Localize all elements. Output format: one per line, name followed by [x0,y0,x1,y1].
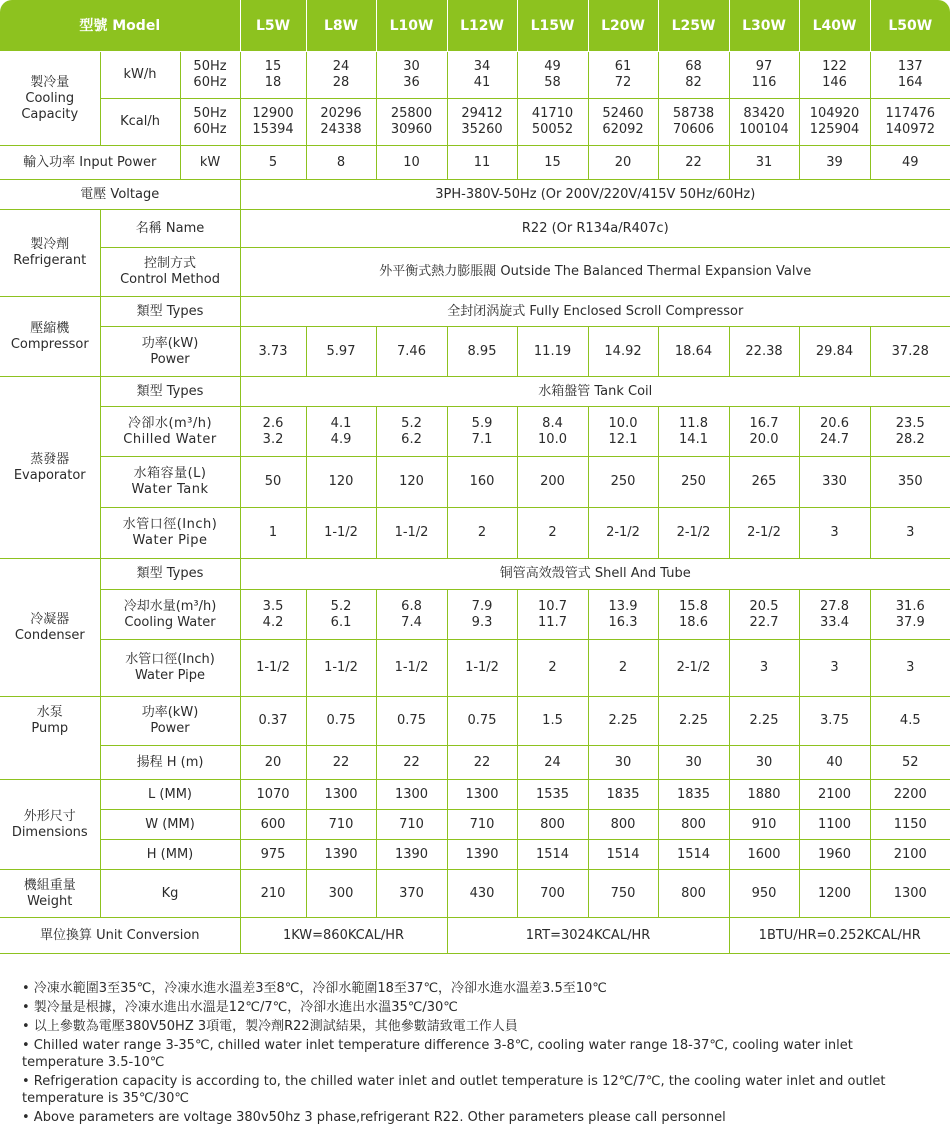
table-cell: 3 [729,640,799,697]
table-cell: 1835 [658,780,729,810]
note-line: • 製冷量是根據，冷凍水進出水溫是12℃/7℃，冷卻水進出水溫35℃/30℃ [22,1000,458,1015]
table-cell: 15 18 [240,52,306,99]
unit-label: kW [180,146,240,180]
table-cell: 3 [799,508,870,559]
table-cell: 22 [376,746,447,780]
refrigerant-name-label: 名稱 Name [100,210,240,248]
refrigerant-label: 製冷劑 Refrigerant [0,210,100,297]
table-cell: 1-1/2 [306,640,376,697]
water-tank-label: 水箱容量(L) Water Tank [100,457,240,508]
evaporator-chilled-row [0,407,950,457]
condenser-type-value: 铜管高效殼管式 Shell And Tube [240,559,950,590]
cooling-water-label: 冷却水量(m³/h) Cooling Water [100,590,240,640]
table-cell: 27.8 33.4 [799,590,870,640]
weight-unit: Kg [100,870,240,918]
rt-conversion: 1RT=3024KCAL/HR [447,918,729,954]
table-cell: 31 [729,146,799,180]
table-cell: 61 72 [588,52,658,99]
table-cell: 1300 [376,780,447,810]
table-cell: 710 [306,810,376,840]
table-cell: 0.75 [376,697,447,746]
table-cell: 97 116 [729,52,799,99]
table-cell: 1390 [376,840,447,870]
hz-label: 50Hz 60Hz [180,99,240,146]
table-cell: 31.6 37.9 [870,590,950,640]
table-cell: 20296 24338 [306,99,376,146]
table-cell: 20 [240,746,306,780]
table-cell: 2.6 3.2 [240,407,306,457]
table-cell: 8 [306,146,376,180]
table-cell: 2-1/2 [658,640,729,697]
compressor-power-row [0,327,950,377]
table-cell: 700 [517,870,588,918]
dimension-l-row [0,780,950,810]
voltage-value: 3PH-380V-50Hz (Or 200V/220V/415V 50Hz/60Hz) [240,180,950,210]
table-cell: 4.5 [870,697,950,746]
table-cell: 300 [306,870,376,918]
table-cell: 330 [799,457,870,508]
table-cell: 1300 [870,870,950,918]
unit-label: kW/h [100,52,180,99]
water-pipe-label: 水管口徑(Inch) Water Pipe [100,640,240,697]
table-cell: 5 [240,146,306,180]
model-col: L20W [588,0,658,52]
table-cell: 49 [870,146,950,180]
kw-conversion: 1KW=860KCAL/HR [240,918,447,954]
table-cell: 22 [447,746,517,780]
table-cell: 52 [870,746,950,780]
table-cell: 800 [517,810,588,840]
table-cell: 0.75 [447,697,517,746]
table-cell: 2-1/2 [658,508,729,559]
header-row [0,0,950,52]
btu-conversion: 1BTU/HR=0.252KCAL/HR [729,918,950,954]
pump-label: 水泵 Pump [0,697,100,780]
table-cell: 2100 [870,840,950,870]
table-cell: 350 [870,457,950,508]
refrigerant-name-value: R22 (Or R134a/R407c) [240,210,950,248]
model-col: L10W [376,0,447,52]
table-cell: 20 [588,146,658,180]
table-cell: 15 [517,146,588,180]
model-col: L15W [517,0,588,52]
table-cell: 37.28 [870,327,950,377]
compressor-type-label: 類型 Types [100,297,240,327]
table-cell: 2.25 [588,697,658,746]
table-cell: 710 [376,810,447,840]
note-line: • 以上參數為電壓380V50HZ 3項電，製冷劑R22測試結果，其他參數請致電工作人員 [22,1019,518,1034]
condenser-cooling-row [0,590,950,640]
table-cell: 5.2 6.2 [376,407,447,457]
table-cell: 11.8 14.1 [658,407,729,457]
evaporator-type-label: 類型 Types [100,377,240,407]
table-cell: 16.7 20.0 [729,407,799,457]
table-cell: 370 [376,870,447,918]
table-cell: 1300 [447,780,517,810]
table-cell: 5.9 7.1 [447,407,517,457]
table-cell: 7.9 9.3 [447,590,517,640]
table-cell: 210 [240,870,306,918]
table-cell: 120 [306,457,376,508]
cooling-capacity-label: 製冷量 Cooling Capacity [0,52,100,146]
table-cell: 3 [870,508,950,559]
table-cell: 2.25 [658,697,729,746]
table-cell: 1514 [517,840,588,870]
table-cell: 1390 [447,840,517,870]
table-cell: 120 [376,457,447,508]
table-cell: 3 [870,640,950,697]
table-cell: 1960 [799,840,870,870]
table-cell: 1535 [517,780,588,810]
table-cell: 14.92 [588,327,658,377]
table-cell: 600 [240,810,306,840]
compressor-type-value: 全封闭涡旋式 Fully Enclosed Scroll Compressor [240,297,950,327]
table-cell: 0.75 [306,697,376,746]
control-method-label: 控制方式 Control Method [100,248,240,297]
table-cell: 3 [799,640,870,697]
table-cell: 0.37 [240,697,306,746]
refrigerant-name-row [0,210,950,248]
table-cell: 6.8 7.4 [376,590,447,640]
note-line: • Refrigeration capacity is according to, the chilled water inlet and outlet temperature is 12℃/7℃, the cooling water inlet and outlet temperature is 35℃/30℃ [22,1074,886,1106]
model-col: L25W [658,0,729,52]
table-cell: 30 [658,746,729,780]
pump-power-row [0,697,950,746]
model-col: L12W [447,0,517,52]
dimension-h-row [0,840,950,870]
dimension-l-label: L (MM) [100,780,240,810]
table-cell: 8.4 10.0 [517,407,588,457]
condenser-label: 冷凝器 Condenser [0,559,100,697]
table-cell: 15.8 18.6 [658,590,729,640]
table-cell: 11.19 [517,327,588,377]
pump-head-row [0,746,950,780]
table-cell: 50 [240,457,306,508]
table-cell: 39 [799,146,870,180]
table-cell: 18.64 [658,327,729,377]
table-cell: 117476 140972 [870,99,950,146]
dimensions-label: 外形尺寸 Dimensions [0,780,100,870]
table-cell: 1.5 [517,697,588,746]
table-cell: 10.0 12.1 [588,407,658,457]
table-cell: 1100 [799,810,870,840]
condenser-type-row [0,559,950,590]
table-cell: 1390 [306,840,376,870]
model-col: L8W [306,0,376,52]
table-cell: 2100 [799,780,870,810]
table-cell: 83420 100104 [729,99,799,146]
table-cell: 250 [588,457,658,508]
note-line: • 冷凍水範圍3至35℃，冷凍水進水溫差3至8℃，冷卻水範圍18至37℃，冷卻水進水溫差3.5至10℃ [22,981,607,996]
refrigerant-control-row [0,248,950,297]
table-cell: 3.73 [240,327,306,377]
unit-conversion-label: 單位換算 Unit Conversion [0,918,240,954]
table-cell: 1-1/2 [376,640,447,697]
condenser-pipe-row [0,640,950,697]
input-power-label: 輸入功率 Input Power [0,146,180,180]
table-cell: 8.95 [447,327,517,377]
table-cell: 200 [517,457,588,508]
chilled-water-label: 冷卻水(m³/h) Chilled Water [100,407,240,457]
table-cell: 12900 15394 [240,99,306,146]
table-cell: 3.75 [799,697,870,746]
table-cell: 2 [588,640,658,697]
table-cell: 40 [799,746,870,780]
water-pipe-label: 水管口徑(Inch) Water Pipe [100,508,240,559]
table-cell: 975 [240,840,306,870]
table-cell: 800 [588,810,658,840]
table-cell: 1514 [588,840,658,870]
table-cell: 10 [376,146,447,180]
model-header: 型號 Model [0,0,240,52]
table-cell: 2-1/2 [588,508,658,559]
table-cell: 30 [729,746,799,780]
table-cell: 23.5 28.2 [870,407,950,457]
table-cell: 4.1 4.9 [306,407,376,457]
table-cell: 750 [588,870,658,918]
table-cell: 41710 50052 [517,99,588,146]
table-cell: 5.2 6.1 [306,590,376,640]
table-cell: 1-1/2 [376,508,447,559]
table-cell: 25800 30960 [376,99,447,146]
table-cell: 1070 [240,780,306,810]
evaporator-pipe-row [0,508,950,559]
table-cell: 29412 35260 [447,99,517,146]
table-cell: 1514 [658,840,729,870]
note-line: • Chilled water range 3-35℃, chilled water inlet temperature difference 3-8℃, cooling water range 18-37℃, cooling water inlet temperature 3.5-10℃ [22,1038,853,1070]
table-cell: 2200 [870,780,950,810]
table-cell: 24 28 [306,52,376,99]
pump-head-label: 揚程 H (m) [100,746,240,780]
dimension-h-label: H (MM) [100,840,240,870]
voltage-row [0,180,950,210]
table-cell: 950 [729,870,799,918]
table-cell: 1300 [306,780,376,810]
table-cell: 137 164 [870,52,950,99]
weight-row [0,870,950,918]
table-cell: 29.84 [799,327,870,377]
table-cell: 13.9 16.3 [588,590,658,640]
table-cell: 1880 [729,780,799,810]
table-cell: 104920 125904 [799,99,870,146]
unit-label: Kcal/h [100,99,180,146]
table-cell: 710 [447,810,517,840]
table-cell: 2 [517,508,588,559]
note-line: • Above parameters are voltage 380v50hz 3 phase,refrigerant R22. Other parameters please call personnel [22,1110,726,1125]
table-cell: 58738 70606 [658,99,729,146]
dimension-w-label: W (MM) [100,810,240,840]
table-cell: 160 [447,457,517,508]
table-cell: 122 146 [799,52,870,99]
table-cell: 3.5 4.2 [240,590,306,640]
table-cell: 910 [729,810,799,840]
table-cell: 1-1/2 [447,640,517,697]
table-cell: 5.97 [306,327,376,377]
evaporator-tank-row [0,457,950,508]
table-cell: 22.38 [729,327,799,377]
table-cell: 2-1/2 [729,508,799,559]
compressor-power-label: 功率(kW) Power [100,327,240,377]
table-cell: 30 [588,746,658,780]
condenser-type-label: 類型 Types [100,559,240,590]
table-cell: 1600 [729,840,799,870]
model-col: L5W [240,0,306,52]
table-cell: 1-1/2 [240,640,306,697]
table-cell: 1 [240,508,306,559]
model-col: L30W [729,0,799,52]
compressor-type-row [0,297,950,327]
cooling-kcal-row [0,99,950,146]
table-cell: 22 [306,746,376,780]
table-cell: 2 [447,508,517,559]
table-cell: 2.25 [729,697,799,746]
model-col: L40W [799,0,870,52]
notes [22,980,922,1128]
control-method-value: 外平衡式熱力膨脹閥 Outside The Balanced Thermal Expansion Valve [240,248,950,297]
table-cell: 11 [447,146,517,180]
table-cell: 22 [658,146,729,180]
table-cell: 1835 [588,780,658,810]
table-cell: 20.5 22.7 [729,590,799,640]
hz-label: 50Hz 60Hz [180,52,240,99]
table-cell: 68 82 [658,52,729,99]
table-cell: 10.7 11.7 [517,590,588,640]
cooling-kwh-row [0,52,950,99]
pump-power-label: 功率(kW) Power [100,697,240,746]
compressor-label: 壓縮機 Compressor [0,297,100,377]
dimension-w-row [0,810,950,840]
voltage-label: 電壓 Voltage [0,180,240,210]
table-cell: 265 [729,457,799,508]
table-cell: 1200 [799,870,870,918]
evaporator-type-row [0,377,950,407]
table-cell: 24 [517,746,588,780]
table-cell: 800 [658,870,729,918]
table-cell: 34 41 [447,52,517,99]
unit-conversion-row [0,918,950,954]
table-cell: 1150 [870,810,950,840]
table-cell: 800 [658,810,729,840]
model-col: L50W [870,0,950,52]
table-cell: 250 [658,457,729,508]
table-cell: 7.46 [376,327,447,377]
evaporator-label: 蒸發器 Evaporator [0,377,100,559]
table-cell: 52460 62092 [588,99,658,146]
evaporator-type-value: 水箱盤管 Tank Coil [240,377,950,407]
input-power-row [0,146,950,180]
weight-label: 機組重量 Weight [0,870,100,918]
table-cell: 30 36 [376,52,447,99]
table-cell: 2 [517,640,588,697]
table-cell: 20.6 24.7 [799,407,870,457]
table-cell: 49 58 [517,52,588,99]
table-cell: 430 [447,870,517,918]
table-cell: 1-1/2 [306,508,376,559]
